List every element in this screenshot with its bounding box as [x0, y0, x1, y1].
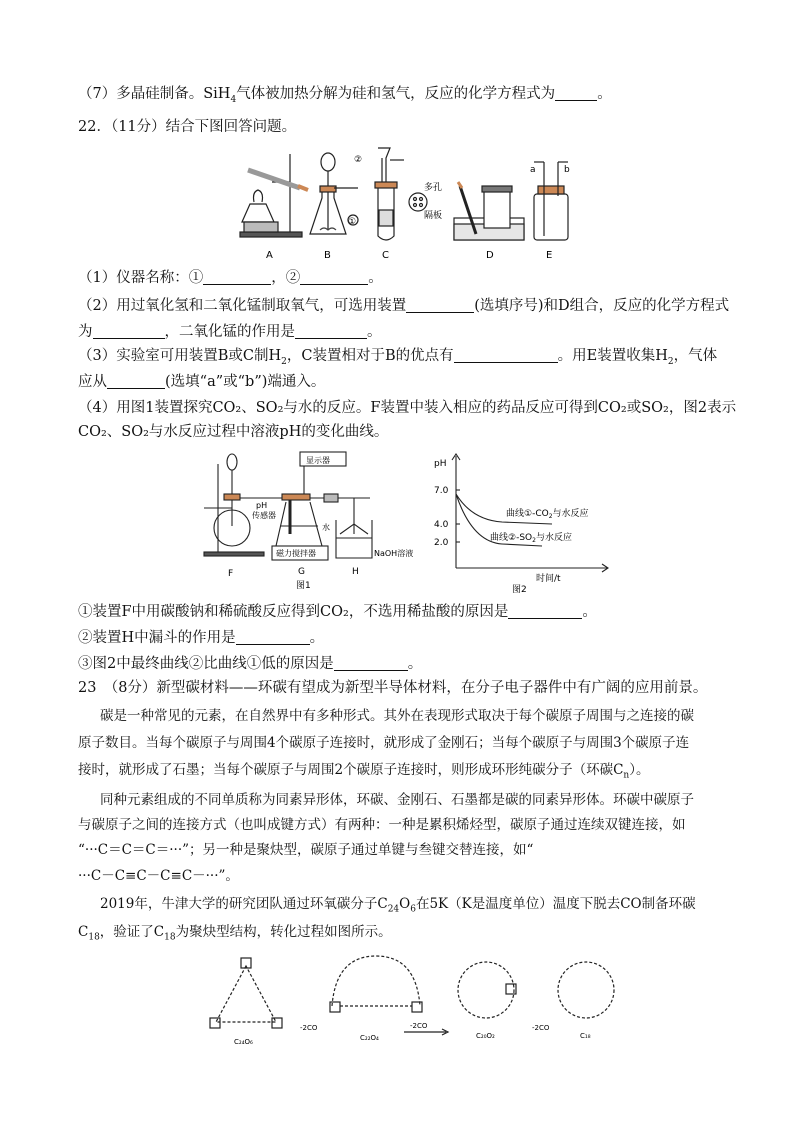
p2a-text1: （2）用过氧化氢和二氧化锰制取氧气，可选用装置	[78, 298, 407, 314]
answer-blank-9[interactable]	[236, 628, 310, 645]
sub-2: 2	[281, 356, 287, 367]
q23-para3-line1	[100, 894, 696, 920]
q23-para2-line3: “···C＝C＝C＝···”；另一种是聚炔型，碳原子通过单键与叁键交替连接，如“	[78, 842, 534, 858]
para3b-2: ，验证了C	[99, 924, 165, 940]
answer-blank-8[interactable]	[508, 602, 582, 619]
q22-part3b	[78, 372, 325, 392]
q22-sub1	[78, 602, 597, 622]
q22-part2b	[78, 322, 382, 342]
minus-co-3: -2CO	[532, 1024, 550, 1032]
para1c-text: 接时，就形成了石墨；当每个碳原子与周围2个碳原子连接时，则形成环形纯碳分子（环碳C	[78, 762, 624, 778]
label-m3: C₂₀O₂	[476, 1032, 495, 1040]
apparatus-figure	[228, 140, 608, 266]
q22-sub2	[78, 628, 324, 648]
q21-7-prefix: （7）多晶硅制备。	[78, 86, 204, 102]
s1-text1: ①装置F中用碳酸钠和稀硫酸反应得到CO₂，不选用稀盐酸的原因是	[78, 604, 509, 620]
label-circ2: ②	[354, 155, 363, 165]
para3b-C: C	[78, 924, 89, 940]
s3-text1: ③图2中最终曲线②比曲线①低的原因是	[78, 656, 334, 672]
p3b-text1: 应从	[78, 374, 107, 390]
label-E: E	[546, 250, 553, 261]
molecule-c24o6	[216, 966, 276, 1022]
answer-blank-10[interactable]	[334, 654, 408, 671]
label-B: B	[324, 250, 331, 261]
label-A: A	[266, 250, 273, 261]
label-plate2: 隔板	[424, 211, 443, 221]
answer-blank-5[interactable]	[295, 322, 367, 339]
apparatus-D	[454, 182, 524, 240]
q21-part7	[78, 84, 612, 110]
p3a-text4: ，气体	[673, 348, 718, 364]
answer-blank[interactable]	[555, 84, 597, 101]
p2a-text2: (选填序号)和D组合，反应的化学方程式	[474, 298, 730, 314]
p2b-text1: 为	[78, 324, 93, 340]
q23-para2-line2: 与碳原子之间的连接方式（也叫成键方式）有两种：一种是累积烯烃型，碳原子通过连续双键连接，如	[78, 817, 686, 833]
series1-label: 曲线$①-CO_2$与水反应	[506, 509, 589, 520]
label-C: C	[382, 250, 389, 261]
answer-blank-3[interactable]	[406, 296, 474, 313]
s1-text2: 。	[582, 604, 597, 620]
p1-text3: 。	[368, 270, 383, 286]
q23-para2-line4: ···C－C≡C－C≡C－···”。	[78, 868, 239, 884]
p1-text2: ，②	[271, 270, 301, 286]
q21-7-end: 。	[597, 86, 612, 102]
p2b-text3: 。	[367, 324, 382, 340]
series2-label: 曲线$②-SO_2$与水反应	[490, 533, 572, 544]
label-m1: C₂₄O₆	[234, 1038, 253, 1046]
sub-6: 6	[410, 904, 416, 915]
answer-blank-7[interactable]	[107, 372, 165, 389]
q22-part3a	[78, 346, 717, 372]
para1c-end: ）。	[629, 762, 650, 778]
label-D: D	[486, 250, 494, 261]
sub-18: 18	[88, 932, 100, 943]
molecule-c22o4	[332, 956, 420, 1006]
sub-24: 24	[387, 904, 400, 915]
s2-text1: ②装置H中漏斗的作用是	[78, 630, 236, 646]
label-a: a	[530, 165, 536, 175]
p2b-text2: ，二氧化锰的作用是	[164, 324, 295, 340]
q22-header: 22．（11分）结合下图回答问题。	[78, 119, 297, 135]
stirrer-label: 磁力搅拌器	[276, 549, 316, 558]
apparatus-C	[375, 148, 427, 240]
p1-text1: （1）仪器名称：①	[78, 270, 204, 286]
water-label: 水	[322, 523, 330, 532]
minus-co-1: -2CO	[300, 1024, 318, 1032]
molecule-c18	[558, 962, 614, 1018]
answer-blank-4[interactable]	[93, 322, 165, 339]
ph-sensor-label: pH	[256, 501, 268, 510]
label-b: b	[564, 165, 570, 175]
minus-co-2: -2CO	[410, 1022, 428, 1030]
s2-text2: 。	[309, 630, 325, 646]
q23-para2-line1: 同种元素组成的不同单质称为同素异形体，环碳、金刚石、石墨都是碳的同素异形体。环碳中碳原子	[100, 792, 694, 808]
answer-blank-2[interactable]	[300, 268, 368, 285]
sub-2b: 2	[667, 356, 674, 367]
para3b-3: 为聚炔型结构，转化过程如图所示。	[175, 924, 392, 940]
figure1-apparatus	[192, 446, 442, 594]
label-m4: C₁₈	[580, 1032, 591, 1040]
q23-para1-line1: 碳是一种常见的元素，在自然界中有多种形式。其外在表现形式取决于每个碳原子周围与之连接的碳	[100, 708, 694, 724]
p3b-text2: (选填“a”或“b”)端通入。	[165, 374, 326, 390]
reaction-scheme	[196, 946, 636, 1056]
q23-para1-line3	[78, 760, 649, 786]
fig1-caption: 图1	[296, 581, 311, 591]
apparatus-A	[240, 154, 308, 237]
naoh-label: NaOH溶液	[374, 549, 414, 558]
para3a-O: O	[399, 896, 411, 912]
q22-sub3	[78, 654, 422, 674]
answer-blank-1[interactable]	[203, 268, 271, 285]
display-label: 显示器	[306, 456, 330, 465]
q23-para3-line2	[78, 922, 392, 948]
figure2-chart	[432, 450, 622, 594]
q22-part2a	[78, 296, 729, 316]
p3a-text2: ，C装置相对于B的优点有	[286, 348, 454, 364]
answer-blank-6[interactable]	[454, 346, 558, 363]
label-H: H	[352, 567, 359, 577]
xlabel: 时间/t	[536, 574, 561, 584]
ph-sensor-label2: 传感器	[252, 511, 276, 520]
q21-7-suffix: 气体被加热分解为硅和氢气，反应的化学方程式为	[236, 86, 556, 102]
sub-n: n	[623, 770, 630, 781]
label-circ1: ①	[348, 217, 357, 227]
p3a-text3: 。用E装置收集H	[557, 348, 668, 364]
sub-4: 4	[230, 94, 237, 105]
q22-part4b: CO₂、SO₂与水反应过程中溶液pH的变化曲线。	[78, 424, 389, 440]
q23-header: 23 （8分）新型碳材料——环碳有望成为新型半导体材料，在分子电子器件中有广阔的应用前景。	[78, 680, 708, 696]
q23-para1-line2: 原子数目。当每个碳原子与周围4个碳原子连接时，就形成了金刚石；当每个碳原子与周围3个碳原子连	[78, 735, 690, 751]
sih4-formula: SiH	[203, 86, 231, 102]
label-m2: C₂₂O₄	[360, 1034, 379, 1042]
para3a-1: 2019年，牛津大学的研究团队通过环氧碳分子C	[100, 896, 388, 912]
sub-18b: 18	[164, 932, 176, 943]
s3-text2: 。	[407, 656, 423, 672]
para3a-2: 在5K（K是温度单位）温度下脱去CO制备环碳	[415, 896, 696, 912]
apparatus-E	[534, 162, 568, 240]
ytick-2: 2.0	[434, 538, 449, 548]
label-plate: 多孔	[424, 183, 443, 193]
ytick-4: 4.0	[434, 520, 449, 530]
p3a-text1: （3）实验室可用装置B或C制H	[78, 348, 282, 364]
q22-part1	[78, 268, 383, 288]
fig2-caption: 图2	[512, 585, 527, 594]
ytick-7: 7.0	[434, 486, 449, 496]
label-G: G	[298, 567, 305, 577]
ylabel: pH	[434, 459, 447, 469]
q22-part4a: （4）用图1装置探究CO₂、SO₂与水的反应。F装置中装入相应的药品反应可得到CO₂或SO₂，图2表示	[78, 400, 737, 416]
label-F: F	[228, 569, 234, 579]
